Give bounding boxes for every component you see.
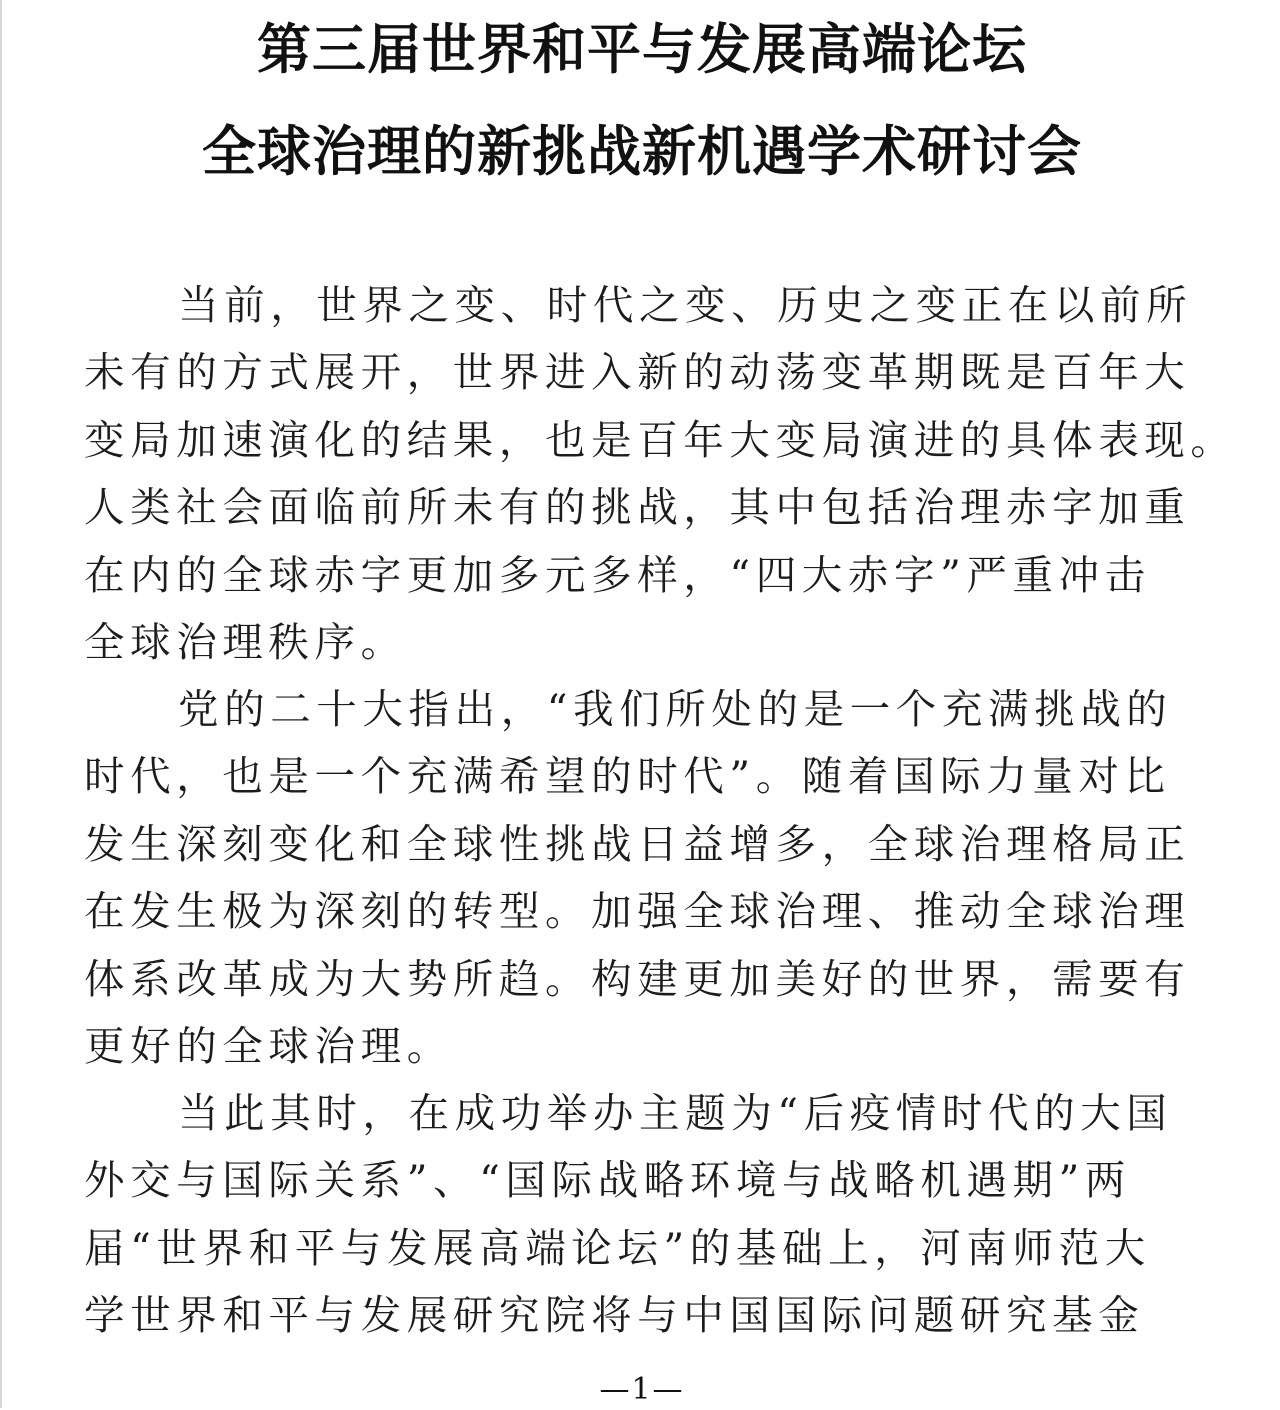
paragraph-line: 更好的全球治理。 xyxy=(84,1021,453,1070)
paragraph-2 xyxy=(84,676,1206,1080)
paragraph-line: 未有的方式展开，世界进入新的动荡变革期既是百年大 xyxy=(84,348,1191,397)
paragraph-line: 届“世界和平与发展高端论坛”的基础上，河南师范大 xyxy=(84,1223,1151,1272)
paragraph-line: 全球治理秩序。 xyxy=(84,617,407,666)
paragraph-1 xyxy=(84,272,1237,676)
document-title-line-2: 全球治理的新挑战新机遇学术研讨会 xyxy=(202,120,1082,183)
paragraph-line: 当前，世界之变、时代之变、历史之变正在以前所 xyxy=(178,281,1193,329)
document-title-line-1: 第三届世界和平与发展高端论坛 xyxy=(257,18,1027,81)
paragraph-line: 体系改革成为大势所趋。构建更加美好的世界，需要有 xyxy=(84,954,1191,1003)
paragraph-line: 在内的全球赤字更加多元多样，“四大赤字”严重冲击 xyxy=(84,550,1151,599)
page-number: —1— xyxy=(599,1372,685,1407)
paragraph-line: 变局加速演化的结果，也是百年大变局演进的具体表现。 xyxy=(84,415,1237,464)
paragraph-line: 当此其时，在成功举办主题为“后疫情时代的大国 xyxy=(178,1089,1173,1137)
paragraph-line: 人类社会面临前所未有的挑战，其中包括治理赤字加重 xyxy=(84,483,1191,532)
paragraph-3 xyxy=(84,1080,1206,1350)
paragraph-line: 时代，也是一个充满希望的时代”。随着国际力量对比 xyxy=(84,752,1171,801)
paragraph-line: 发生深刻变化和全球性挑战日益增多，全球治理格局正 xyxy=(84,819,1191,868)
paragraph-line: 党的二十大指出，“我们所处的是一个充满挑战的 xyxy=(178,685,1173,733)
paragraph-line: 学世界和平与发展研究院将与中国国际问题研究基金 xyxy=(84,1291,1145,1340)
paragraph-line: 在发生极为深刻的转型。加强全球治理、推动全球治理 xyxy=(84,887,1191,936)
paragraph-line: 外交与国际关系”、“国际战略环境与战略机遇期”两 xyxy=(84,1156,1132,1205)
